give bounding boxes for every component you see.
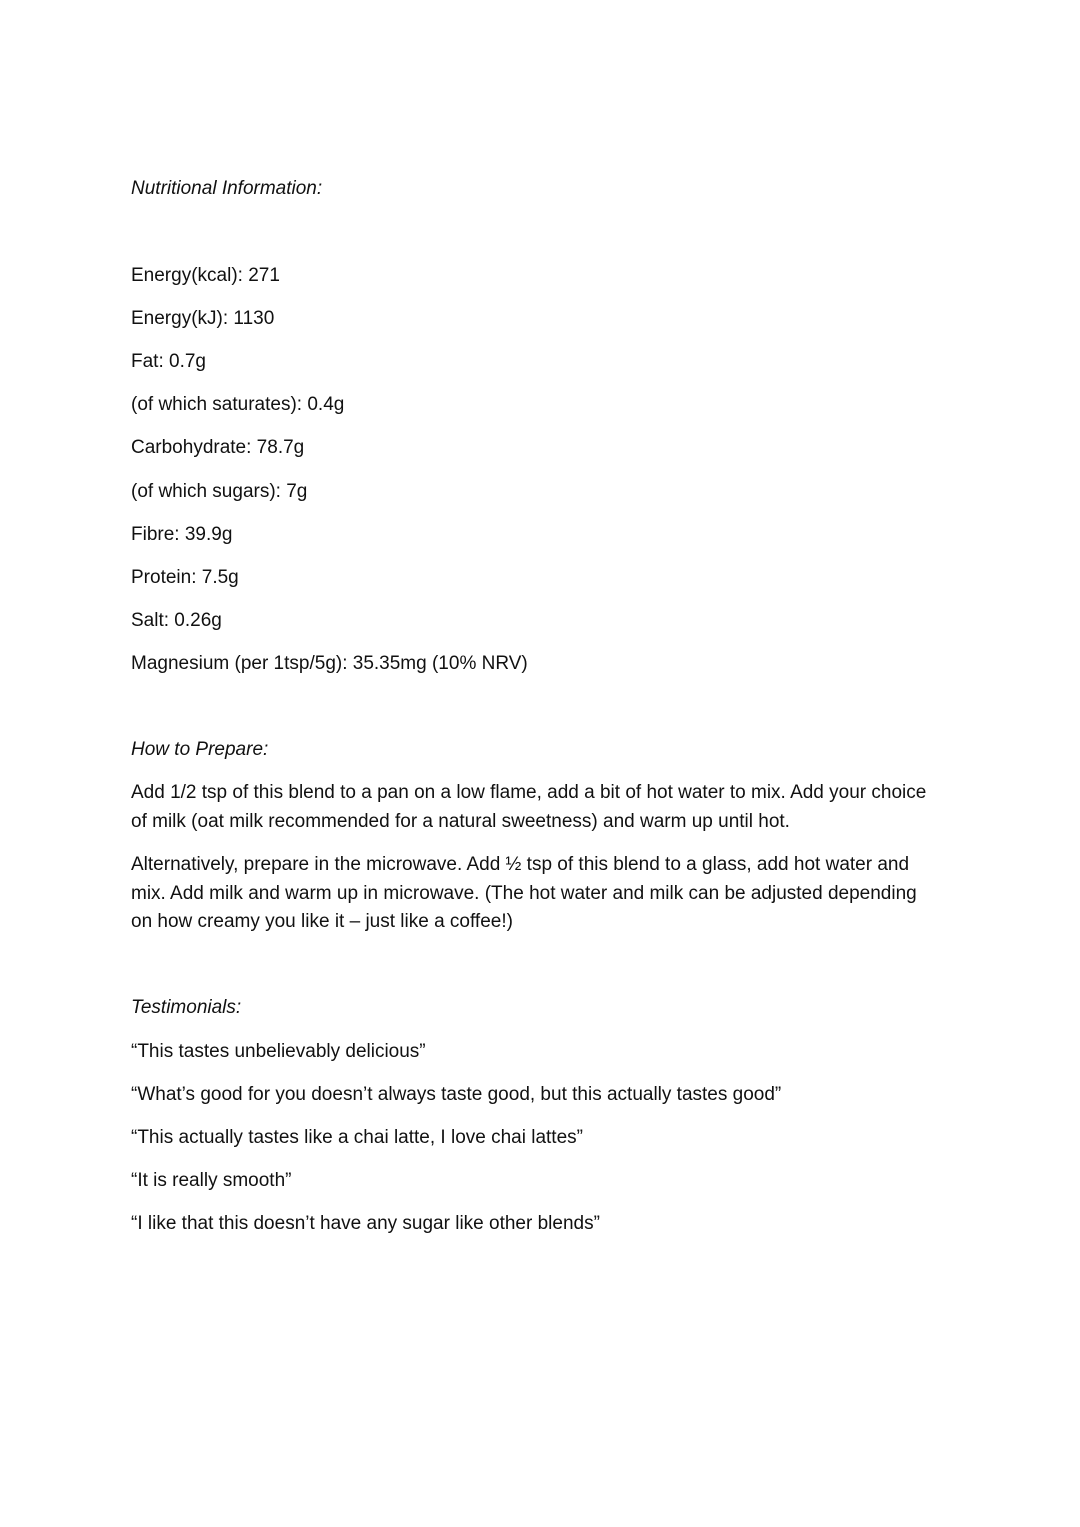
nutrition-item: Carbohydrate: 78.7g [131, 437, 305, 458]
testimonials-heading: Testimonials: [131, 997, 242, 1018]
nutrition-item: Fat: 0.7g [131, 351, 206, 372]
nutrition-item: Protein: 7.5g [131, 567, 239, 588]
testimonial-quote: “This tastes unbelievably delicious” [131, 1041, 426, 1062]
nutrition-item: Energy(kcal): 271 [131, 265, 280, 286]
nutrition-heading: Nutritional Information: [131, 178, 323, 199]
testimonial-quote: “It is really smooth” [131, 1170, 292, 1191]
testimonial-quote: “This actually tastes like a chai latte, I love chai lattes” [131, 1127, 583, 1148]
testimonial-quote: “What’s good for you doesn’t always taste good, but this actually tastes good” [131, 1084, 782, 1105]
nutrition-item: (of which saturates): 0.4g [131, 394, 345, 415]
nutrition-item: Salt: 0.26g [131, 610, 222, 631]
nutrition-item: Energy(kJ): 1130 [131, 308, 275, 329]
nutrition-item: (of which sugars): 7g [131, 481, 308, 502]
nutrition-item: Magnesium (per 1tsp/5g): 35.35mg (10% NRV) [131, 653, 528, 674]
testimonial-quote: “I like that this doesn’t have any sugar like other blends” [131, 1213, 600, 1234]
prepare-heading: How to Prepare: [131, 739, 269, 760]
prepare-paragraph: Add 1/2 tsp of this blend to a pan on a low flame, add a bit of hot water to mix. Add your choice of milk (oat milk recommended for a natural sweetness) and warm up until hot. [131, 782, 927, 832]
prepare-paragraph: Alternatively, prepare in the microwave. Add ½ tsp of this blend to a glass, add hot water and mix. Add milk and warm up in microwave. (The hot water and milk can be adjusted depending on how creamy you like it – just like a coffee!) [131, 854, 917, 932]
nutrition-item: Fibre: 39.9g [131, 524, 233, 545]
